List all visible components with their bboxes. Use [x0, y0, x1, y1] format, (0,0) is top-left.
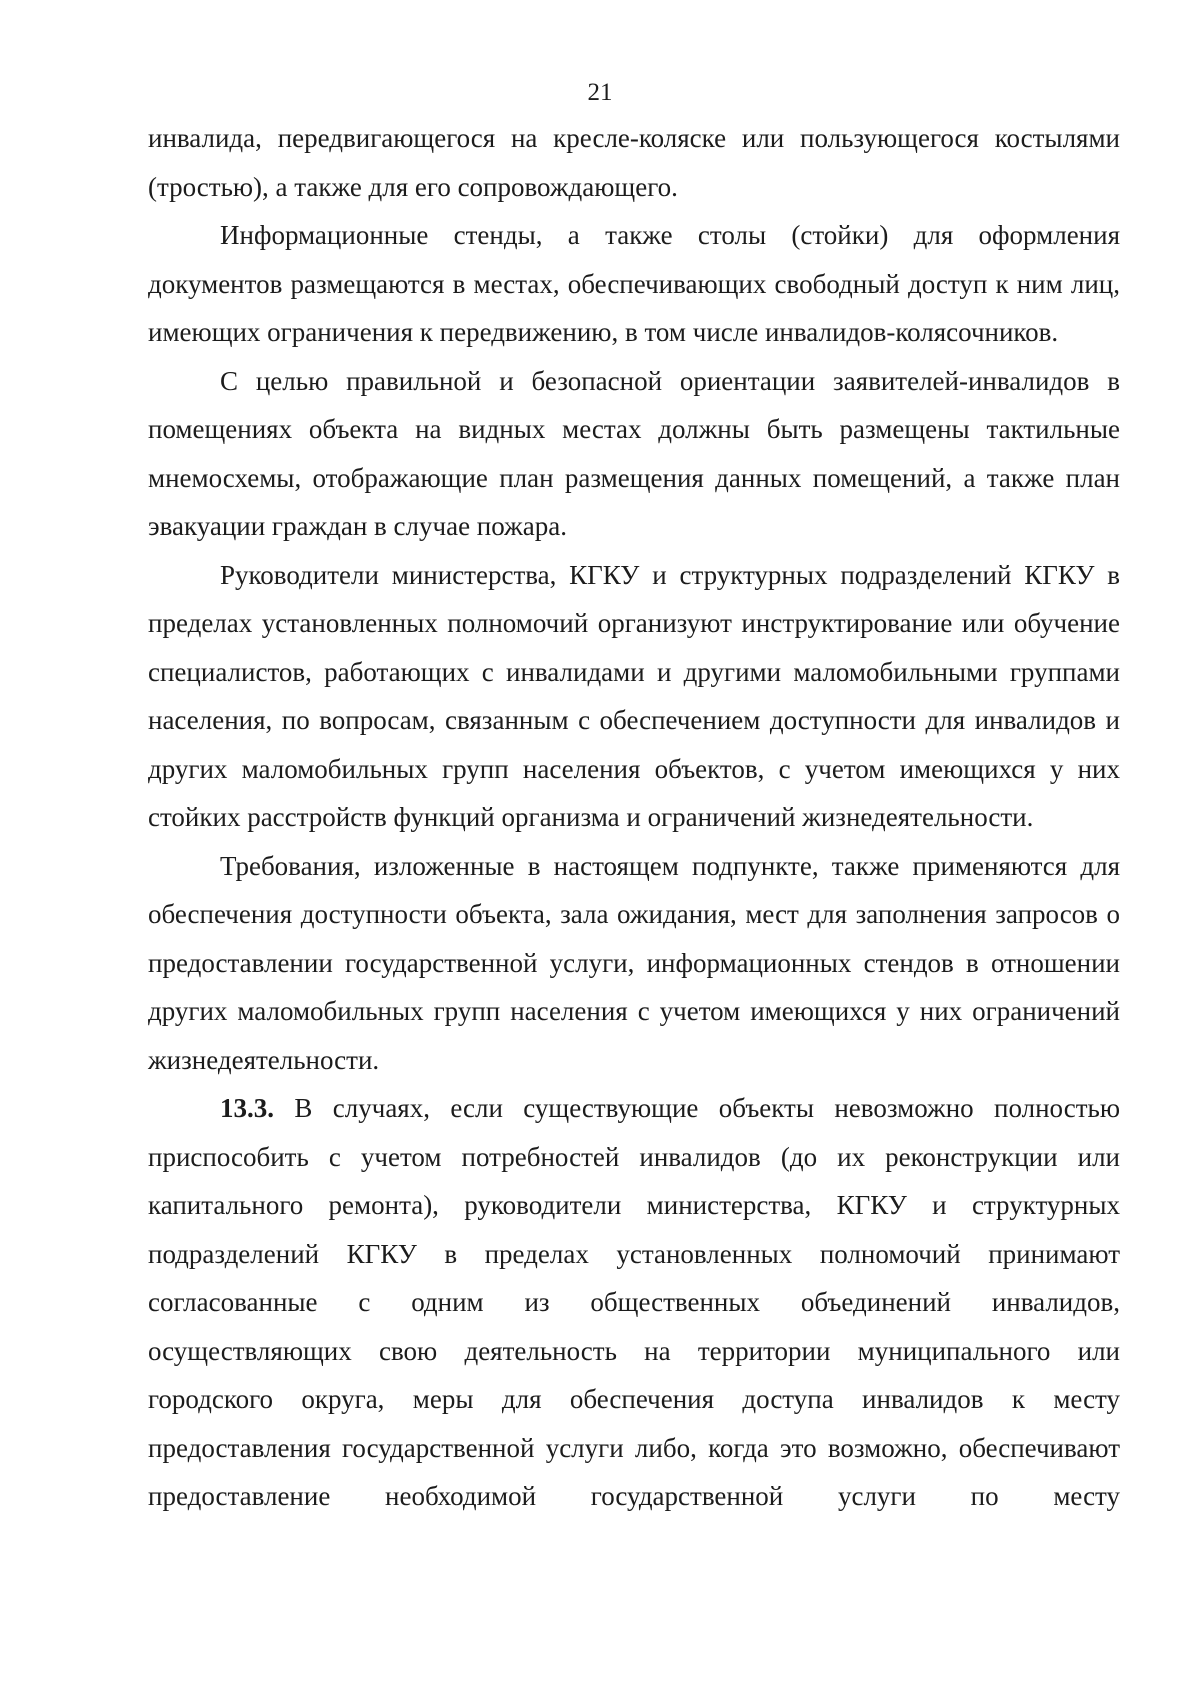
page-number: 21	[587, 79, 613, 106]
paragraph-staff-training: Руководители министерства, КГКУ и структурных подразделений КГКУ в пределах установленных полномочий организуют инструктирование или обучение специалистов, работающих с инвалидами и другими маломобильными группами населения, по вопросам, связанным с обеспечением доступности для инвалидов и других маломобильных групп населения объектов, с учетом имеющихся у них стойких расстройств функций организма и ограничений жизнедеятельности.	[148, 559, 1120, 832]
document-body	[148, 114, 1120, 1521]
paragraph-section-13-3	[148, 1084, 1120, 1521]
paragraph-continuation: инвалида, передвигающегося на кресле-коляске или пользующегося костылями (тростью), а также для его сопровождающего.	[148, 123, 1120, 202]
section-number: 13.3.	[220, 1093, 274, 1123]
paragraph-tactile-schemes: С целью правильной и безопасной ориентации заявителей-инвалидов в помещениях объекта на видных местах должны быть размещены тактильные мнемосхемы, отображающие план размещения данных помещений, а также план эвакуации граждан в случае пожара.	[148, 365, 1120, 541]
section-text: В случаях, если существующие объекты невозможно полностью приспособить с учетом потребностей инвалидов (до их реконструкции или капитального ремонта), руководители министерства, КГКУ и структурных подразделений КГКУ в пределах установленных полномочий принимают согласованные с одним из общественных объединений инвалидов, осуществляющих свою деятельность на территории муниципального или городского округа, меры для обеспечения доступа инвалидов к месту предоставления государственной услуги либо, когда это возможно, обеспечивают предоставление необходимой государственной услуги по месту	[148, 1093, 1120, 1511]
paragraph-info-stands: Информационные стенды, а также столы (стойки) для оформления документов размещаются в местах, обеспечивающих свободный доступ к ним лиц, имеющих ограничения к передвижению, в том числе инвалидов-колясочников.	[148, 220, 1120, 347]
paragraph-requirements: Требования, изложенные в настоящем подпункте, также применяются для обеспечения доступности объекта, зала ожидания, мест для заполнения запросов о предоставлении государственной услуги, информационных стендов в отношении других маломобильных групп населения с учетом имеющихся у них ограничений жизнедеятельности.	[148, 850, 1120, 1075]
